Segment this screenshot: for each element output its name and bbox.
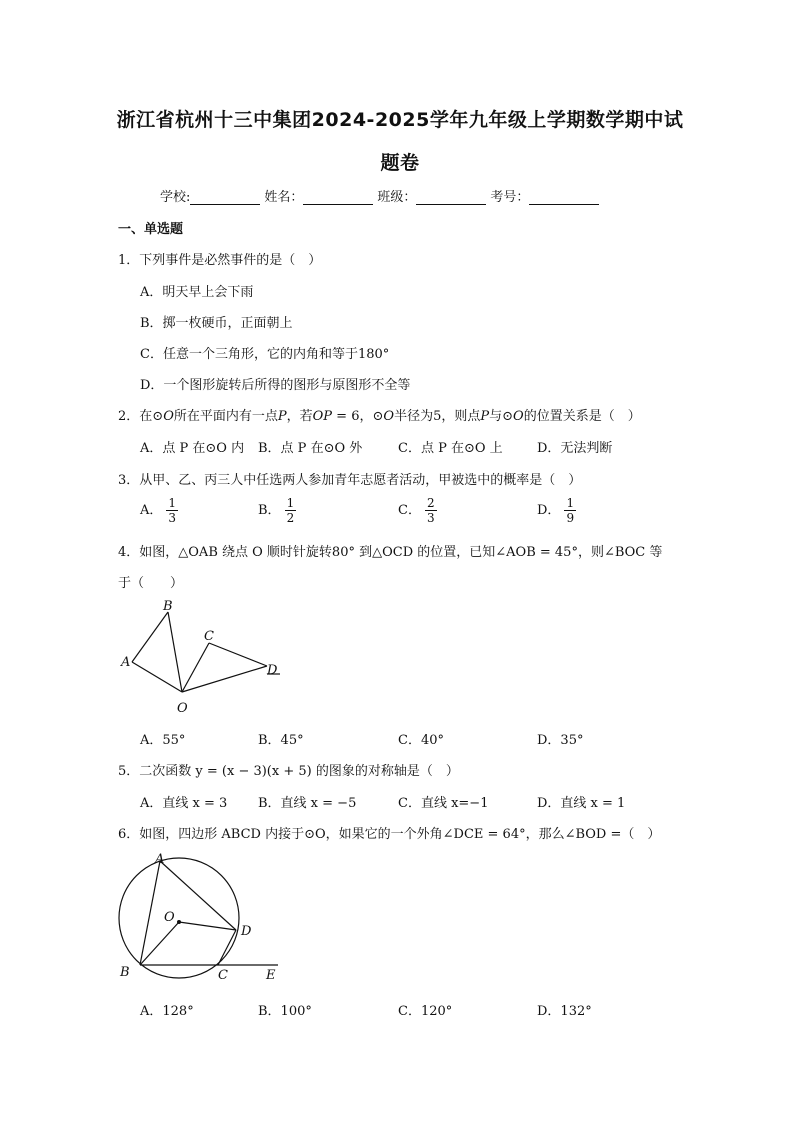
point-label-a: A bbox=[121, 655, 131, 670]
q2-var: P bbox=[480, 409, 490, 424]
section-heading: 一、单选题 bbox=[118, 222, 184, 237]
q2-option-c[interactable]: C．点 P 在⊙O 上 bbox=[398, 441, 503, 456]
q3-b-fraction bbox=[285, 496, 297, 525]
q3-c-fraction bbox=[425, 496, 437, 525]
q3-d-label: D． bbox=[537, 503, 561, 518]
q2-text: ，若 bbox=[286, 409, 313, 424]
q3-d-fraction bbox=[564, 496, 576, 525]
denominator: 9 bbox=[566, 511, 575, 525]
q3-c-label: C． bbox=[398, 503, 421, 518]
circle-symbol: ⊙ bbox=[372, 409, 384, 424]
denominator: 3 bbox=[168, 511, 177, 525]
class-blank[interactable] bbox=[416, 190, 486, 205]
q2-option-d[interactable]: D．无法判断 bbox=[537, 441, 613, 456]
q4-option-c[interactable]: C．40° bbox=[398, 733, 444, 748]
denominator: 2 bbox=[286, 511, 295, 525]
q5-stem: 5．二次函数 y = (x − 3)(x + 5) 的图象的对称轴是（ ） bbox=[118, 764, 459, 779]
point-label-d: D bbox=[267, 663, 278, 678]
q4-option-b[interactable]: B．45° bbox=[258, 733, 304, 748]
school-label: 学校: bbox=[160, 190, 191, 205]
q5-option-b[interactable]: B．直线 x = −5 bbox=[258, 796, 357, 811]
segment-cd bbox=[209, 643, 267, 666]
circle-symbol: ⊙ bbox=[502, 409, 514, 424]
numerator: 1 bbox=[566, 496, 575, 510]
segment-od bbox=[179, 922, 236, 930]
q2-text: = 6， bbox=[332, 409, 373, 424]
class-label: 班级： bbox=[377, 190, 417, 205]
point-label-b: B bbox=[120, 965, 130, 980]
q5-option-a[interactable]: A．直线 x = 3 bbox=[140, 796, 228, 811]
q3-option-b[interactable] bbox=[258, 496, 296, 525]
q1-option-b[interactable]: B．掷一枚硬币，正面朝上 bbox=[140, 316, 293, 331]
q3-option-c[interactable] bbox=[398, 496, 437, 525]
q1-stem: 1．下列事件是必然事件的是（ ） bbox=[118, 253, 322, 268]
q2-var: P bbox=[277, 409, 287, 424]
segment-bo bbox=[140, 922, 179, 965]
q4-stem-line1: 4．如图，△OAB 绕点 O 顺时针旋转80° 到△OCD 的位置，已知∠AOB = 45°，则∠BOC 等 bbox=[118, 545, 663, 560]
name-label: 姓名： bbox=[264, 190, 304, 205]
q2-var: O bbox=[383, 409, 395, 424]
numerator: 1 bbox=[286, 496, 295, 510]
exam-no-label: 考号： bbox=[490, 190, 530, 205]
q3-stem: 3．从甲、乙、丙三人中任选两人参加青年志愿者活动，甲被选中的概率是（ ） bbox=[118, 473, 582, 488]
q5-option-c[interactable]: C．直线 x=−1 bbox=[398, 796, 489, 811]
point-label-c: C bbox=[204, 629, 214, 644]
circle-symbol: ⊙ bbox=[152, 409, 164, 424]
q2-stem bbox=[118, 405, 641, 424]
name-blank[interactable] bbox=[303, 190, 373, 205]
student-info-row bbox=[160, 186, 603, 205]
exam-no-blank[interactable] bbox=[529, 190, 599, 205]
point-label-c: C bbox=[218, 968, 228, 983]
q2-option-a[interactable]: A．点 P 在⊙O 内 bbox=[140, 441, 245, 456]
segment-oa bbox=[132, 662, 182, 692]
point-label-e: E bbox=[266, 968, 276, 983]
q3-a-label: A． bbox=[140, 503, 163, 518]
numerator: 2 bbox=[426, 496, 435, 510]
denominator: 3 bbox=[426, 511, 435, 525]
q1-option-d[interactable]: D．一个图形旋转后所得的图形与原图形不全等 bbox=[140, 378, 411, 393]
point-label-o: O bbox=[164, 910, 175, 925]
segment-ab bbox=[140, 861, 160, 965]
q4-rotation-figure bbox=[115, 596, 285, 718]
q2-text: 所在平面内有一点 bbox=[173, 409, 278, 424]
q2-var: O bbox=[513, 409, 524, 424]
q6-option-c[interactable]: C．120° bbox=[398, 1004, 453, 1019]
point-label-d: D bbox=[241, 924, 252, 939]
q2-var: OP bbox=[312, 409, 333, 424]
q4-stem-line2: 于（ ） bbox=[118, 576, 184, 591]
center-dot bbox=[177, 920, 181, 924]
q3-a-fraction bbox=[166, 496, 178, 525]
q6-circle-figure bbox=[112, 846, 292, 986]
q5-option-d[interactable]: D．直线 x = 1 bbox=[537, 796, 626, 811]
exam-title-line2: 题卷 bbox=[380, 152, 420, 174]
q4-option-d[interactable]: D．35° bbox=[537, 733, 584, 748]
segment-bo bbox=[168, 612, 182, 692]
q6-option-d[interactable]: D．132° bbox=[537, 1004, 592, 1019]
q2-text: 2．在 bbox=[118, 409, 153, 424]
q3-option-a[interactable] bbox=[140, 496, 178, 525]
point-label-b: B bbox=[163, 599, 173, 614]
point-label-a: A bbox=[155, 852, 165, 867]
segment-dc bbox=[218, 930, 236, 965]
q2-option-b[interactable]: B．点 P 在⊙O 外 bbox=[258, 441, 363, 456]
q3-option-d[interactable] bbox=[537, 496, 576, 525]
q2-text: 与 bbox=[489, 409, 503, 424]
q2-var: O bbox=[163, 409, 174, 424]
q1-option-c[interactable]: C．任意一个三角形，它的内角和等于180° bbox=[140, 347, 390, 362]
q1-option-a[interactable]: A．明天早上会下雨 bbox=[140, 285, 254, 300]
exam-title-line1: 浙江省杭州十三中集团2024-2025学年九年级上学期数学期中试 bbox=[116, 109, 684, 131]
q6-stem: 6．如图，四边形 ABCD 内接于⊙O，如果它的一个外角∠DCE = 64°，那么∠BOD =（ ） bbox=[118, 827, 661, 842]
segment-ab bbox=[132, 612, 168, 662]
numerator: 1 bbox=[168, 496, 177, 510]
q4-option-a[interactable]: A．55° bbox=[140, 733, 186, 748]
q3-b-label: B． bbox=[258, 503, 281, 518]
q6-option-b[interactable]: B．100° bbox=[258, 1004, 312, 1019]
point-label-o: O bbox=[177, 701, 188, 716]
q2-text: 的位置关系是（ ） bbox=[523, 409, 641, 424]
q2-text: 半径为5，则点 bbox=[394, 409, 481, 424]
school-blank[interactable] bbox=[190, 190, 260, 205]
q6-option-a[interactable]: A．128° bbox=[140, 1004, 194, 1019]
